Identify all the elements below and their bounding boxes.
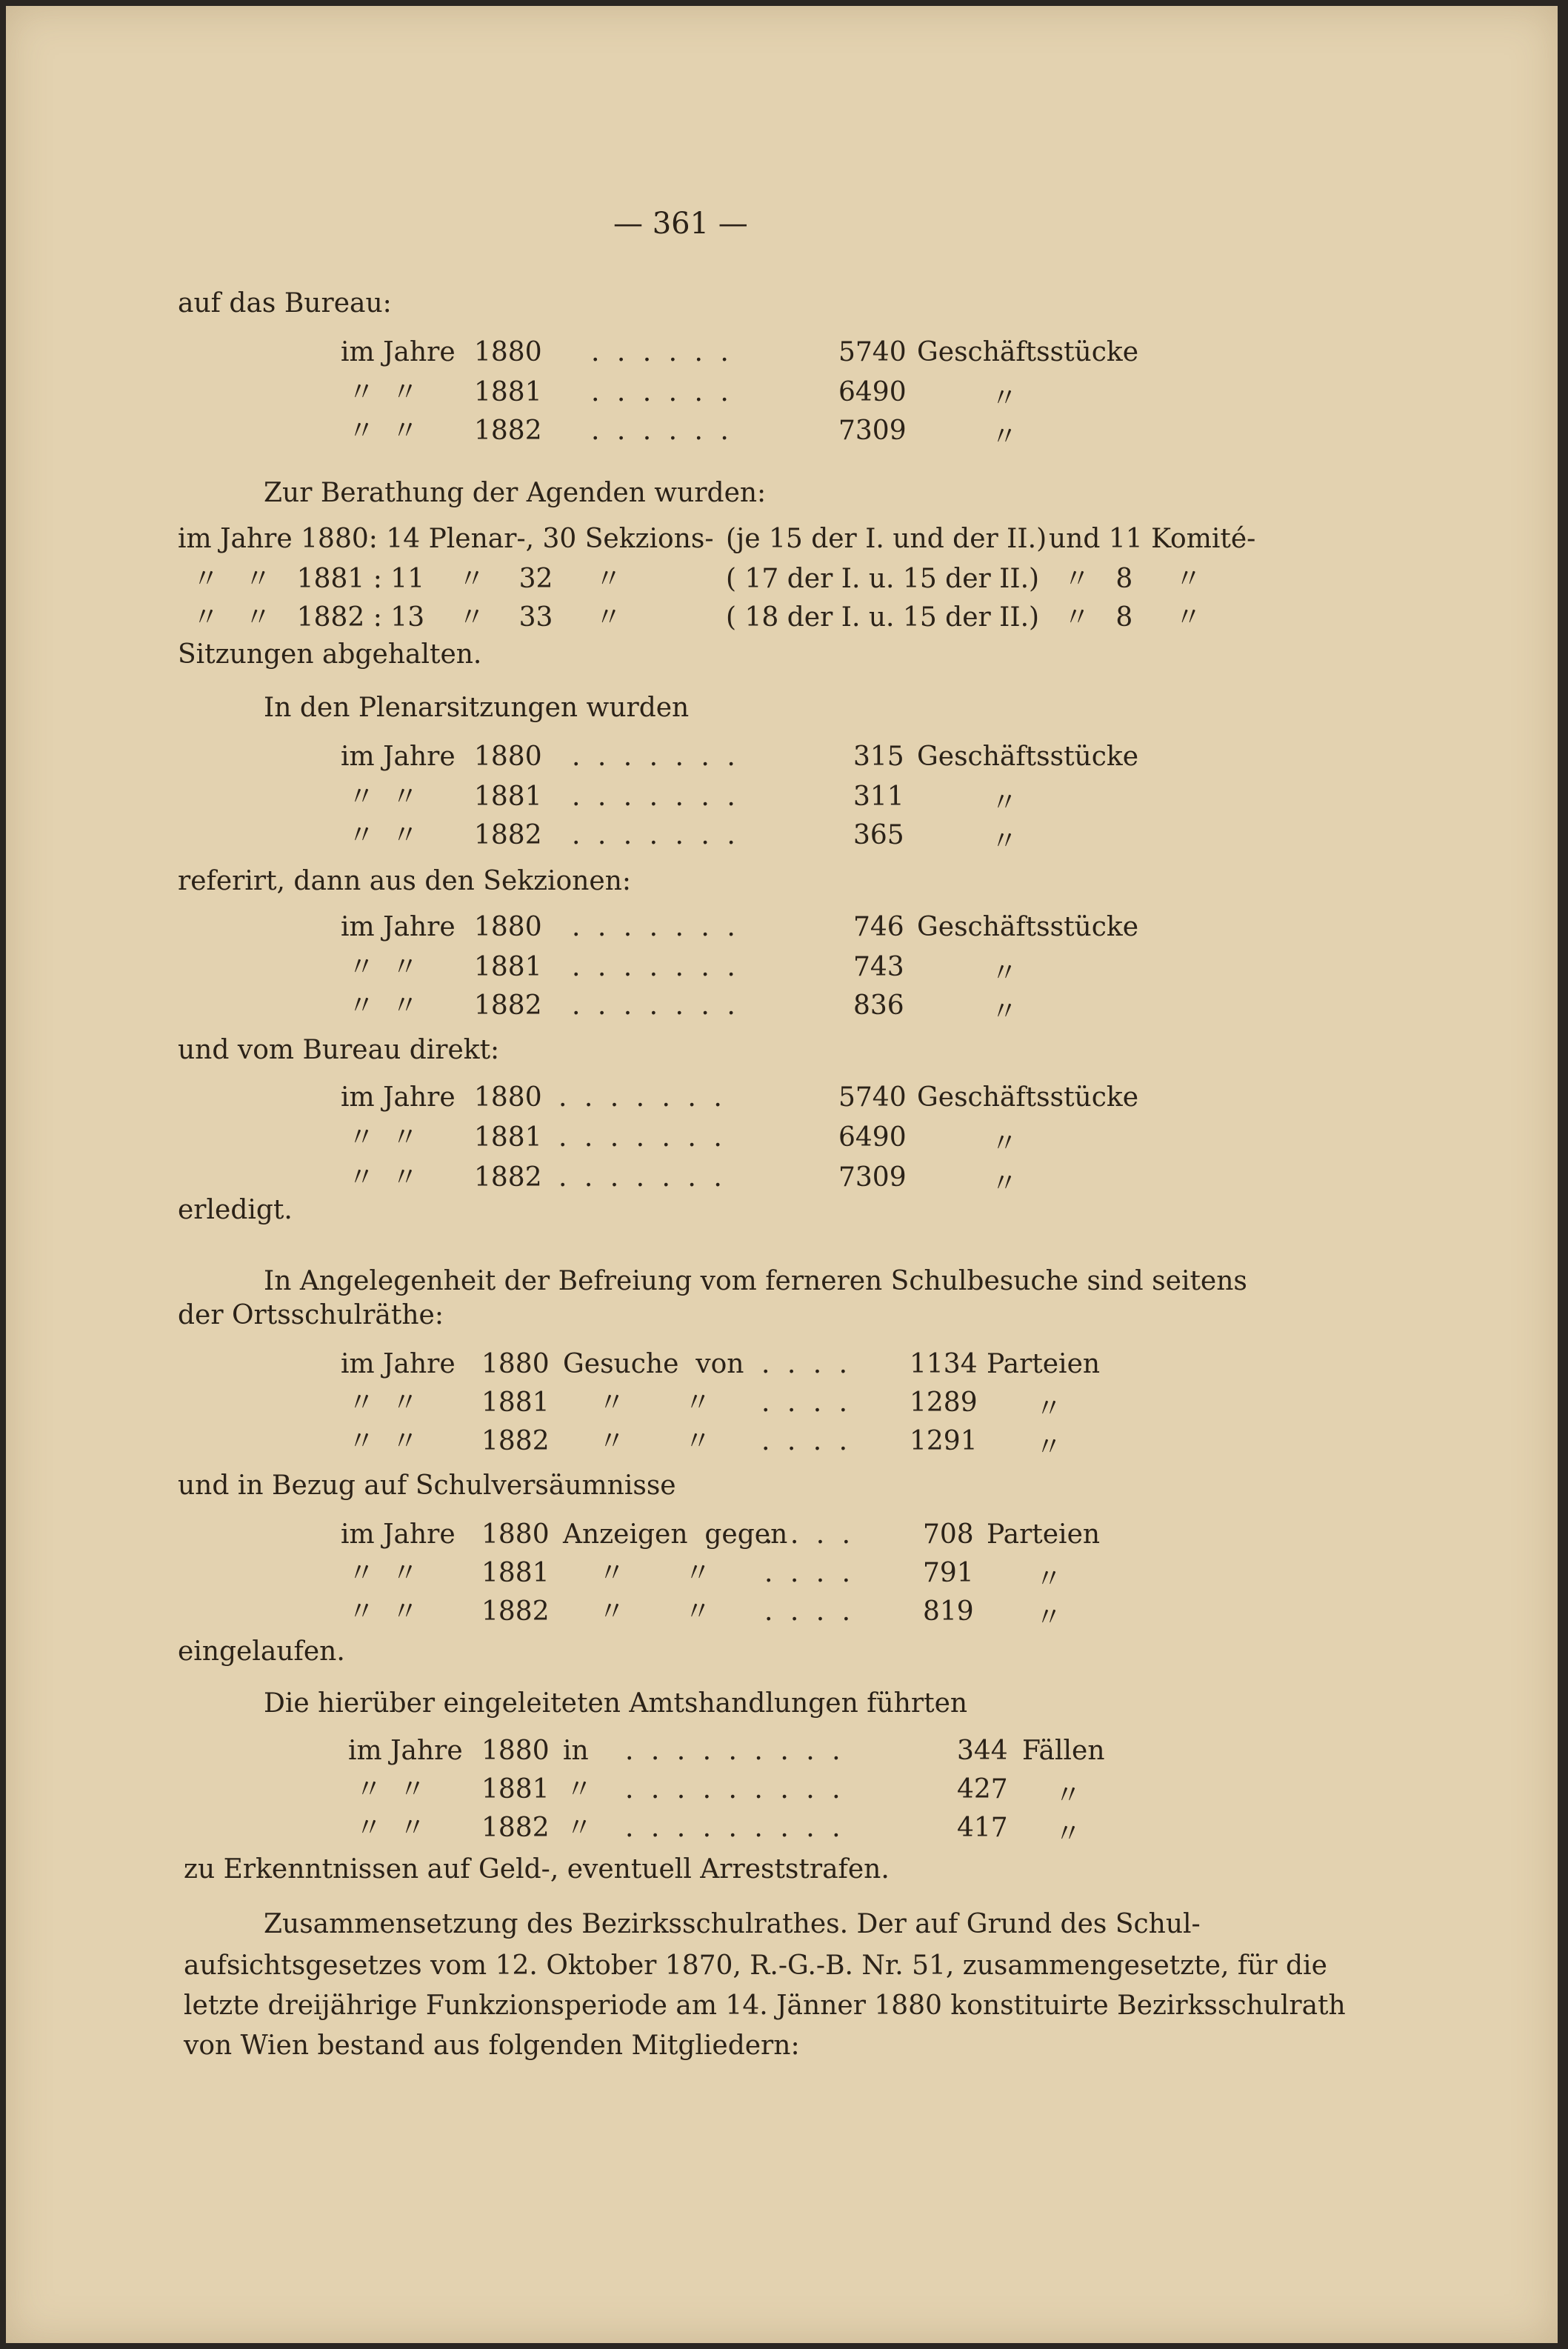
versaeumnis-intro: und in Bezug auf Schulversäumnisse [178, 1470, 676, 1501]
amts-lead: im Jahre [348, 1736, 463, 1766]
anzeigen-what: 〃 〃 [598, 1558, 712, 1588]
direkt-intro: und vom Bureau direkt: [178, 1035, 500, 1065]
amts-value: 417 [957, 1813, 1008, 1843]
direkt-lead: im Jahre [341, 1082, 456, 1113]
sekzion-intro: referirt, dann aus den Sekzionen: [178, 866, 632, 896]
anzeigen-what: 〃 〃 [598, 1596, 712, 1627]
bureau-year: 1880 [474, 337, 542, 367]
plenar-dots: . . . . . . . [572, 742, 740, 772]
bureau-value: 7309 [838, 416, 907, 446]
final-para-line: von Wien bestand aus folgenden Mitgliedern: [184, 2030, 800, 2061]
amts-lead: 〃 〃 [356, 1813, 426, 1843]
amts-value: 427 [957, 1774, 1008, 1805]
amts-value: 344 [957, 1736, 1008, 1766]
sekzion-value: 743 [853, 952, 904, 982]
bureau-dots: . . . . . . [591, 416, 733, 446]
plenar-value: 315 [853, 742, 904, 772]
anzeigen-value: 791 [923, 1558, 974, 1588]
sekzion-year: 1880 [474, 912, 542, 942]
anzeigen-year: 1882 [481, 1596, 550, 1627]
bureau-value: 5740 [838, 337, 907, 367]
anzeigen-unit: Parteien [987, 1519, 1101, 1550]
anzeigen-dots: . . . . [764, 1558, 855, 1588]
amts-what: 〃 [566, 1774, 593, 1805]
amts-unit: 〃 [1055, 1819, 1082, 1849]
direkt-year: 1880 [474, 1082, 542, 1113]
sekzion-year: 1881 [474, 952, 542, 982]
sekzion-dots: . . . . . . . [572, 912, 740, 942]
sekzion-value: 746 [853, 912, 904, 942]
amts-lead: 〃 〃 [356, 1774, 426, 1805]
bureau-unit: Geschäftsstücke [917, 337, 1139, 367]
plenar-year: 1880 [474, 742, 542, 772]
amts-what: in [563, 1736, 589, 1766]
sekzion-dots: . . . . . . . [572, 952, 740, 982]
amts-unit: Fällen [1022, 1736, 1105, 1766]
final-para-line: Zusammensetzung des Bezirksschulrathes. Der auf Grund des Schul- [264, 1909, 1201, 1939]
anzeigen-lead: im Jahre [341, 1519, 456, 1550]
bureau-year: 1881 [474, 377, 542, 407]
gesuche-what: 〃 〃 [598, 1387, 712, 1418]
sessions-col1: 〃 〃 1881 : 11 〃 32 〃 [193, 564, 622, 594]
bureau-dots: . . . . . . [591, 337, 733, 367]
gesuche-lead: 〃 〃 [348, 1426, 418, 1456]
amts-dots: . . . . . . . . . [625, 1736, 845, 1766]
direkt-value: 5740 [838, 1082, 907, 1113]
amts-year: 1882 [481, 1813, 550, 1843]
sekzion-unit: 〃 [991, 958, 1018, 988]
sessions-col2: ( 18 der I. u. 15 der II.) [726, 602, 1040, 633]
gesuche-year: 1882 [481, 1426, 550, 1456]
anzeigen-lead: 〃 〃 [348, 1558, 418, 1588]
plenar-year: 1882 [474, 820, 542, 850]
anzeigen-value: 819 [923, 1596, 974, 1627]
gesuche-unit: 〃 [1035, 1432, 1063, 1462]
sessions-col3: und 11 Komité- [1049, 524, 1256, 554]
gesuche-lead: im Jahre [341, 1349, 456, 1379]
bureau-dots: . . . . . . [591, 377, 733, 407]
direkt-dots: . . . . . . . [558, 1162, 727, 1193]
direkt-value: 7309 [838, 1162, 907, 1193]
sessions-col3: 〃 8 〃 [1064, 602, 1202, 633]
erledigt: erledigt. [178, 1195, 293, 1225]
sekzion-lead: 〃 〃 [348, 952, 418, 982]
amts-end: zu Erkenntnissen auf Geld-, eventuell Arreststrafen. [184, 1854, 890, 1885]
sessions-col3: 〃 8 〃 [1064, 564, 1202, 594]
anzeigen-what: Anzeigen gegen [563, 1519, 788, 1550]
direkt-unit: 〃 [991, 1128, 1018, 1159]
plenar-value: 311 [853, 782, 904, 812]
eingelaufen: eingelaufen. [178, 1636, 345, 1667]
amts-unit: 〃 [1055, 1780, 1082, 1810]
amts-dots: . . . . . . . . . [625, 1813, 845, 1843]
plenar-value: 365 [853, 820, 904, 850]
plenar-intro: In den Plenarsitzungen wurden [264, 693, 690, 723]
amts-intro: Die hierüber eingeleiteten Amtshandlungen führten [264, 1688, 968, 1719]
direkt-unit: 〃 [991, 1168, 1018, 1199]
plenar-lead: im Jahre [341, 742, 456, 772]
sessions-col2: ( 17 der I. u. 15 der II.) [726, 564, 1040, 594]
anzeigen-unit: 〃 [1035, 1602, 1063, 1633]
gesuche-unit: Parteien [987, 1349, 1101, 1379]
anzeigen-unit: 〃 [1035, 1564, 1063, 1594]
bureau-intro: auf das Bureau: [178, 288, 392, 319]
sessions-end: Sitzungen abgehalten. [178, 639, 482, 670]
anzeigen-year: 1881 [481, 1558, 550, 1588]
sekzion-lead: im Jahre [341, 912, 456, 942]
direkt-lead: 〃 〃 [348, 1162, 418, 1193]
bureau-lead: 〃 〃 [348, 416, 418, 446]
gesuche-what: 〃 〃 [598, 1426, 712, 1456]
sekzion-unit: 〃 [991, 996, 1018, 1027]
gesuche-value: 1291 [910, 1426, 978, 1456]
bureau-lead: im Jahre [341, 337, 456, 367]
befreiung-line2: der Ortsschulräthe: [178, 1300, 444, 1330]
bureau-unit: 〃 [991, 422, 1018, 452]
amts-dots: . . . . . . . . . [625, 1774, 845, 1805]
befreiung-line1: In Angelegenheit der Befreiung vom ferneren Schulbesuche sind seitens [264, 1266, 1247, 1296]
sekzion-unit: Geschäftsstücke [917, 912, 1139, 942]
plenar-lead: 〃 〃 [348, 820, 418, 850]
sessions-col2: (je 15 der I. und der II.) [726, 524, 1047, 554]
agenda-intro: Zur Berathung der Agenden wurden: [264, 478, 767, 508]
plenar-unit: 〃 [991, 787, 1018, 818]
gesuche-value: 1134 [910, 1349, 978, 1379]
amts-what: 〃 [566, 1813, 593, 1843]
sessions-col1: 〃 〃 1882 : 13 〃 33 〃 [193, 602, 622, 633]
gesuche-what: Gesuche von [563, 1349, 744, 1379]
bureau-lead: 〃 〃 [348, 377, 418, 407]
amts-year: 1881 [481, 1774, 550, 1805]
anzeigen-dots: . . . . [764, 1596, 855, 1627]
gesuche-lead: 〃 〃 [348, 1387, 418, 1418]
plenar-unit: Geschäftsstücke [917, 742, 1139, 772]
document-page [6, 6, 1558, 2343]
sessions-col1: im Jahre 1880: 14 Plenar-, 30 Sekzions- [178, 524, 714, 554]
final-para-line: letzte dreijährige Funkzionsperiode am 14. Jänner 1880 konstituirte Bezirksschulrath [184, 1990, 1346, 2021]
bureau-value: 6490 [838, 377, 907, 407]
sekzion-dots: . . . . . . . [572, 990, 740, 1021]
final-para-line: aufsichtsgesetzes vom 12. Oktober 1870, R.-G.-B. Nr. 51, zusammengesetzte, für die [184, 1950, 1327, 1981]
plenar-dots: . . . . . . . [572, 782, 740, 812]
plenar-lead: 〃 〃 [348, 782, 418, 812]
gesuche-year: 1881 [481, 1387, 550, 1418]
gesuche-dots: . . . . [761, 1349, 853, 1379]
sekzion-lead: 〃 〃 [348, 990, 418, 1021]
plenar-dots: . . . . . . . [572, 820, 740, 850]
sekzion-year: 1882 [474, 990, 542, 1021]
direkt-dots: . . . . . . . [558, 1082, 727, 1113]
direkt-value: 6490 [838, 1122, 907, 1153]
bureau-unit: 〃 [991, 383, 1018, 413]
page-number: — 361 — [613, 207, 748, 241]
gesuche-dots: . . . . [761, 1387, 853, 1418]
gesuche-dots: . . . . [761, 1426, 853, 1456]
gesuche-unit: 〃 [1035, 1393, 1063, 1424]
anzeigen-year: 1880 [481, 1519, 550, 1550]
direkt-year: 1882 [474, 1162, 542, 1193]
amts-year: 1880 [481, 1736, 550, 1766]
sekzion-value: 836 [853, 990, 904, 1021]
direkt-dots: . . . . . . . [558, 1122, 727, 1153]
gesuche-year: 1880 [481, 1349, 550, 1379]
anzeigen-dots: . . . . [764, 1519, 855, 1550]
direkt-lead: 〃 〃 [348, 1122, 418, 1153]
direkt-year: 1881 [474, 1122, 542, 1153]
anzeigen-value: 708 [923, 1519, 974, 1550]
plenar-year: 1881 [474, 782, 542, 812]
gesuche-value: 1289 [910, 1387, 978, 1418]
plenar-unit: 〃 [991, 826, 1018, 856]
anzeigen-lead: 〃 〃 [348, 1596, 418, 1627]
direkt-unit: Geschäftsstücke [917, 1082, 1139, 1113]
bureau-year: 1882 [474, 416, 542, 446]
